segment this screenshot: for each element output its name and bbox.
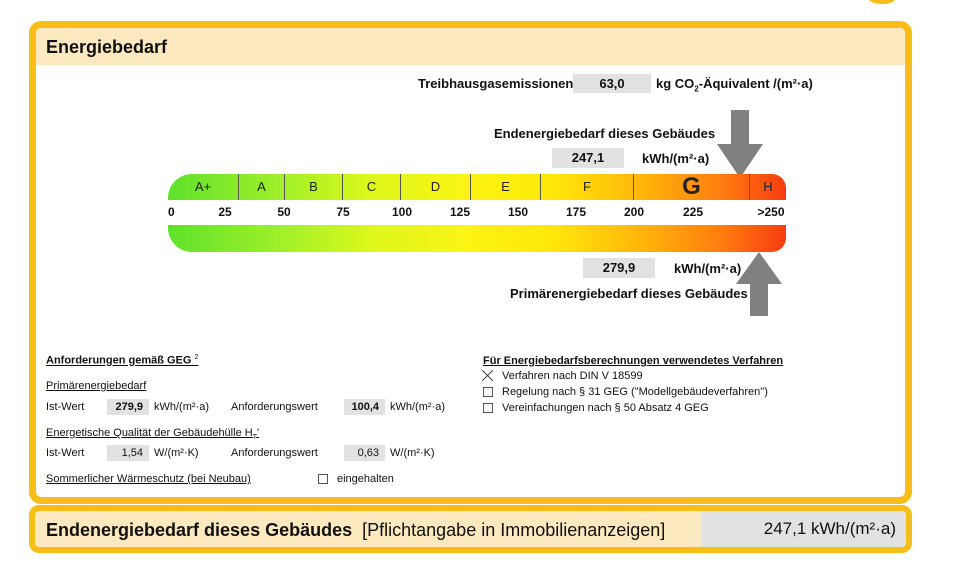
primary-ist-unit: kWh/(m²·a) [154, 401, 209, 413]
primary-req-value: 100,4 [344, 399, 385, 415]
tick-75: 75 [336, 205, 350, 219]
energy-gradient-bar [168, 225, 786, 252]
envelope-req-value: 0,63 [344, 445, 385, 461]
emissions-unit [656, 76, 813, 94]
tick-50: 50 [277, 205, 291, 219]
method-din-label: Verfahren nach DIN V 18599 [502, 370, 643, 382]
end-energy-unit: kWh/(m²·a) [642, 151, 710, 166]
method-model-building-label: Regelung nach § 31 GEG ("Modellgebäudeverfahren") [502, 386, 768, 398]
primary-energy-unit: kWh/(m²·a) [674, 261, 742, 276]
primary-requirement-heading: Primärenergiebedarf [46, 380, 147, 392]
primary-req-label: Anforderungswert [231, 401, 318, 413]
primary-energy-label: Primärenergiebedarf dieses Gebäudes [510, 286, 748, 301]
footer-label-bold: Endenergiebedarf dieses Gebäudes [46, 520, 353, 540]
footer-label [46, 520, 665, 541]
energy-class-scale [168, 174, 786, 200]
class-d: D [401, 174, 471, 200]
class-g-highlighted: G [634, 174, 750, 200]
envelope-req-unit: W/(m²·K) [390, 447, 435, 459]
envelope-req-label: Anforderungswert [231, 447, 318, 459]
footer-label-note: [Pflichtangabe in Immobilienanzeigen] [362, 520, 666, 540]
summer-protection-heading: Sommerlicher Wärmeschutz (bei Neubau) [46, 473, 251, 485]
decorative-dot [862, 0, 902, 4]
energy-demand-panel [29, 21, 912, 504]
method-simplification-label: Vereinfachungen nach § 50 Absatz 4 GEG [502, 402, 709, 414]
envelope-ist-value: 1,54 [107, 445, 149, 461]
panel-title: Energiebedarf [46, 37, 168, 57]
emissions-label: Treibhausgasemissionen [418, 76, 574, 91]
primary-energy-arrow-up-icon [736, 252, 782, 316]
tick-25: 25 [218, 205, 232, 219]
method-simplification-checkbox[interactable] [483, 403, 493, 413]
requirements-title-text: Anforderungen gemäß GEG [46, 354, 192, 367]
tick-0: 0 [168, 205, 175, 219]
class-h: H [763, 179, 773, 194]
tick-250: >250 [757, 205, 785, 219]
tick-225: 225 [682, 205, 704, 219]
class-e: E [471, 174, 541, 200]
envelope-heading-prime: ' [256, 427, 260, 439]
end-energy-label: Endenergiebedarf dieses Gebäudes [494, 126, 716, 141]
envelope-heading-sub: T [252, 434, 257, 442]
emissions-value: 63,0 [573, 74, 651, 93]
envelope-ist-label: Ist-Wert [46, 447, 85, 459]
summer-protection-checkbox[interactable] [318, 474, 328, 484]
requirements-footnote: 2 [194, 354, 199, 361]
tick-175: 175 [565, 205, 587, 219]
class-a-plus: A+ [168, 174, 239, 200]
emissions-unit-post: -Äquivalent /(m²·a) [698, 76, 813, 91]
tick-150: 150 [507, 205, 529, 219]
class-c: C [343, 174, 401, 200]
emissions-unit-sub: 2 [694, 84, 699, 94]
primary-energy-value: 279,9 [583, 258, 655, 278]
footer-summary-panel [29, 505, 912, 553]
tick-200: 200 [623, 205, 645, 219]
envelope-ist-unit: W/(m²·K) [154, 447, 199, 459]
tick-100: 100 [391, 205, 413, 219]
tick-125: 125 [449, 205, 471, 219]
footer-value: 247,1 kWh/(m²·a) [701, 511, 906, 547]
method-model-building-checkbox[interactable] [483, 387, 493, 397]
envelope-heading-text: Energetische Qualität der Gebäudehülle H [46, 427, 253, 439]
primary-ist-value: 279,9 [107, 399, 149, 415]
panel-header [36, 28, 905, 65]
class-a: A [239, 174, 285, 200]
requirements-title [46, 354, 198, 367]
method-title: Für Energiebedarfsberechnungen verwendetes Verfahren [483, 355, 784, 367]
primary-req-unit: kWh/(m²·a) [390, 401, 445, 413]
method-din-checkbox-checked[interactable] [483, 371, 493, 381]
emissions-unit-pre: kg CO [656, 76, 695, 91]
primary-ist-label: Ist-Wert [46, 401, 85, 413]
end-energy-value: 247,1 [552, 148, 624, 168]
class-b: B [285, 174, 343, 200]
summer-protection-checkbox-label: eingehalten [337, 473, 394, 485]
envelope-heading [46, 427, 259, 441]
class-f: F [541, 174, 634, 200]
end-energy-arrow-down-icon [717, 110, 763, 178]
